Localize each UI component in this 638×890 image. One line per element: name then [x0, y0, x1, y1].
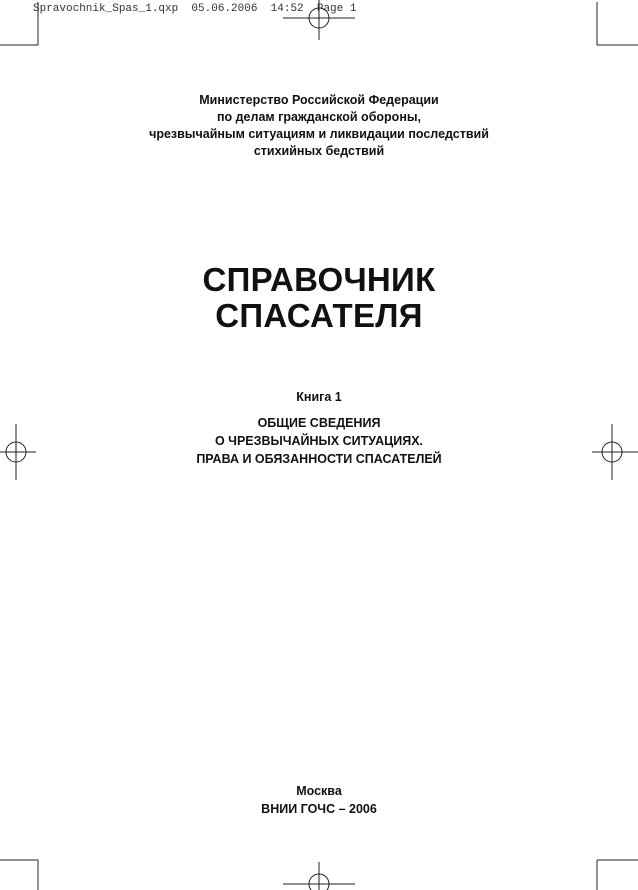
subtitle-line: ОБЩИЕ СВЕДЕНИЯ — [257, 416, 381, 430]
publisher-city: Москва — [296, 784, 342, 798]
book-subtitle — [0, 414, 638, 468]
slug-line: Spravochnik_Spas_1.qxp 05.06.2006 14:52 Page 1 — [33, 3, 357, 15]
registration-mark-bottom — [283, 862, 355, 890]
subtitle-line: О ЧРЕЗВЫЧАЙНЫХ СИТУАЦИЯХ. — [214, 434, 424, 448]
ministry-line: стихийных бедствий — [253, 144, 385, 158]
title-line: СПАСАТЕЛЯ — [215, 297, 423, 334]
subtitle-line: ПРАВА И ОБЯЗАННОСТИ СПАСАТЕЛЕЙ — [196, 452, 442, 466]
ministry-line: чрезвычайным ситуациям и ликвидации последствий — [149, 127, 489, 141]
ministry-line: по делам гражданской обороны, — [216, 110, 422, 124]
registration-mark-top — [283, 0, 355, 40]
ministry-line: Министерство Российской Федерации — [199, 93, 439, 107]
ministry-name — [0, 92, 638, 160]
book-number: Книга 1 — [296, 390, 342, 404]
title-line: СПРАВОЧНИК — [202, 261, 436, 298]
publisher-imprint: ВНИИ ГОЧС – 2006 — [261, 802, 377, 816]
book-title — [0, 262, 638, 334]
publisher-block — [0, 782, 638, 818]
